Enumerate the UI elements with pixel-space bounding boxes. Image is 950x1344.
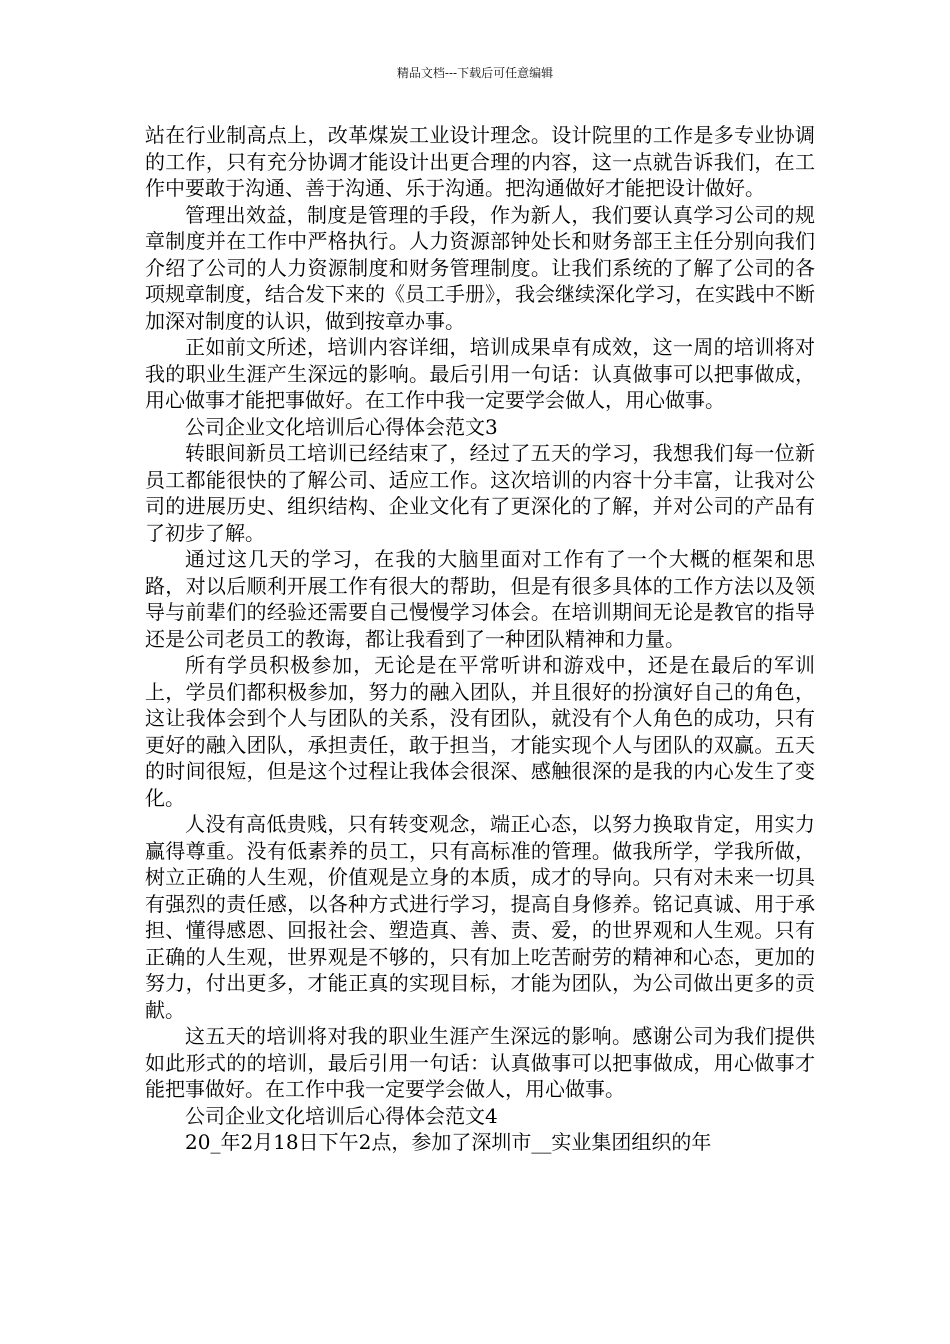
paragraph-date: 20_年2月18日下午2点，参加了深圳市__实业集团组织的年 [185, 1130, 712, 1154]
paragraph-team: 所有学员积极参加，无论是在平常听讲和游戏中，还是在最后的军训上，学员们都积极参加，努力的融入团队，并且很好的扮演好自己的角色，这让我体会到个人与团队的关系，没有团队，就没有个人角色的成功，只有更好的融入团队，承担责任，敢于担当，才能实现个人与团队的双赢。五天的时间很短，但是这个过程让我体会很深、感触很深的是我的内心发生了变化。 [145, 653, 815, 810]
paragraph-continuation: 站在行业制高点上，改革煤炭工业设计理念。设计院里的工作是多专业协调的工作，只有充分协调才能设计出更合理的内容，这一点就告诉我们，在工作中要敢于沟通、善于沟通、乐于沟通。把沟通做好才能把设计做好。 [145, 123, 815, 200]
paragraph-values: 人没有高低贵贱，只有转变观念，端正心态，以努力换取肯定，用实力赢得尊重。没有低素养的员工，只有高标准的管理。做我所学，学我所做，树立正确的人生观，价值观是立身的本质，成才的导向。只有对未来一切具有强烈的责任感，以各种方式进行学习，提高自身修养。铭记真诚、用于承担、懂得感恩、回报社会、塑造真、善、责、爱，的世界观和人生观。只有正确的人生观，世界观是不够的，只有加上吃苦耐劳的精神和心态，更加的努力，付出更多，才能正真的实现目标，才能为团队，为公司做出更多的贡献。 [145, 812, 815, 1022]
paragraph-management: 管理出效益，制度是管理的手段，作为新人，我们要认真学习公司的规章制度并在工作中严格执行。人力资源部钟处长和财务部王主任分别向我们介绍了公司的人力资源制度和财务管理制度。让我们系统的了解了公司的各项规章制度，结合发下来的《员工手册》，我会继续深化学习，在实践中不断加深对制度的认识，做到按章办事。 [145, 202, 815, 333]
paragraph-learning: 通过这几天的学习，在我的大脑里面对工作有了一个大概的框架和思路，对以后顺利开展工作有很大的帮助，但是有很多具体的工作方法以及领导与前辈们的经验还需要自己慢慢学习体会。在培训期间无论是教官的指导还是公司老员工的教诲，都让我看到了一种团队精神和力量。 [145, 547, 815, 651]
section-heading-4: 公司企业文化培训后心得体会范文4 [185, 1103, 498, 1128]
document-body [145, 122, 815, 1156]
paragraph-thanks: 这五天的培训将对我的职业生涯产生深远的影响。感谢公司为我们提供如此形式的的培训，最后引用一句话：认真做事可以把事做成，用心做事才能把事做好。在工作中我一定要学会做人，用心做事。 [145, 1024, 815, 1101]
section-heading-3: 公司企业文化培训后心得体会范文3 [185, 414, 498, 439]
page-header: 精品文档---下载后可任意编辑 [396, 66, 554, 80]
paragraph-training-end: 转眼间新员工培训已经结束了，经过了五天的学习，我想我们每一位新员工都能很快的了解公司、适应工作。这次培训的内容十分丰富，让我对公司的进展历史、组织结构、企业文化有了更深化的了解，并对公司的产品有了初步了解。 [145, 441, 815, 545]
paragraph-conclusion: 正如前文所述，培训内容详细，培训成果卓有成效，这一周的培训将对我的职业生涯产生深远的影响。最后引用一句话：认真做事可以把事做成，用心做事才能把事做好。在工作中我一定要学会做人，用心做事。 [145, 335, 815, 412]
